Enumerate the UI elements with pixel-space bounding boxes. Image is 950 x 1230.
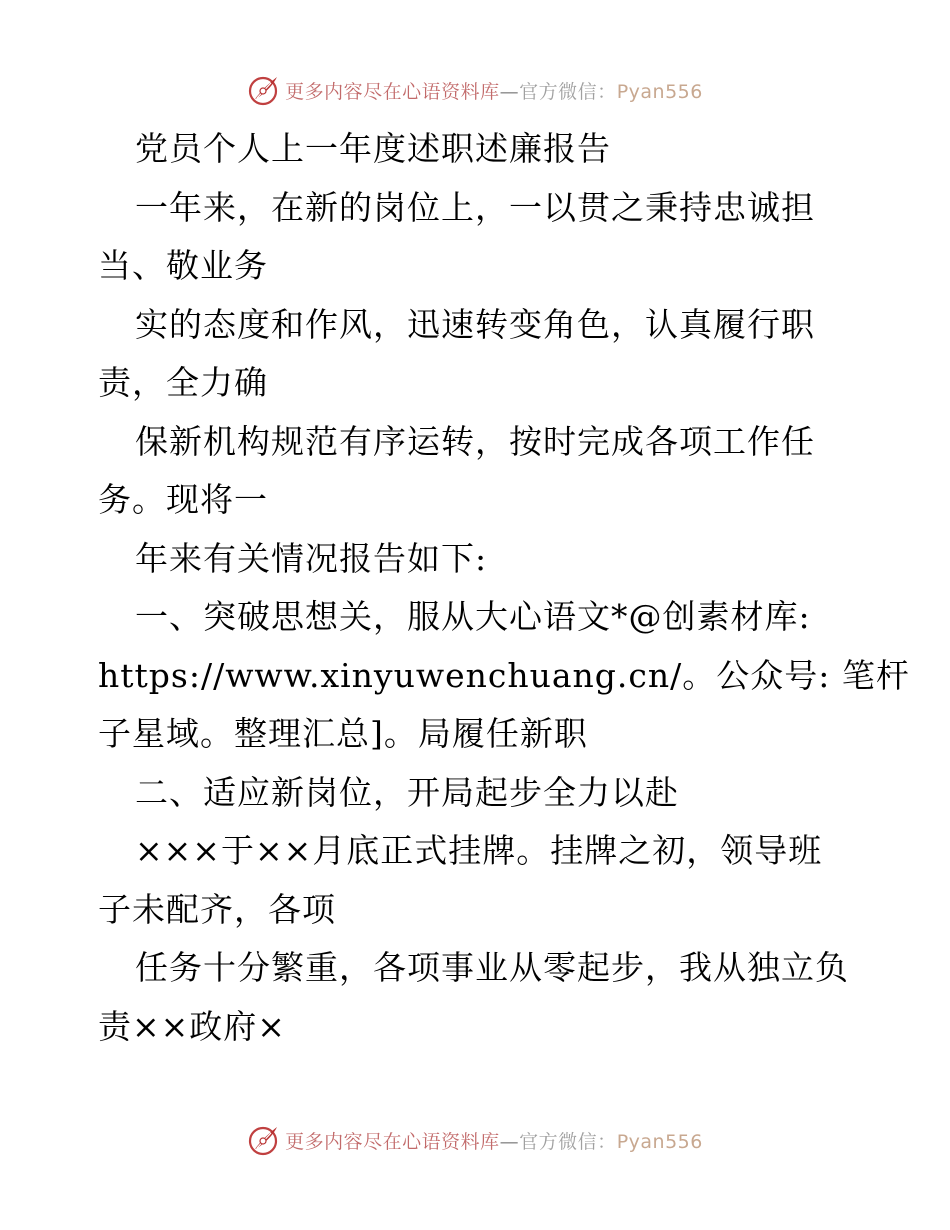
header-watermark-banner xyxy=(0,70,950,110)
paragraph-line: 务。现将一 xyxy=(98,480,268,519)
document-title: 党员个人上一年度述职述廉报告 xyxy=(135,129,611,168)
watermark-wechat-id: Pyan556 xyxy=(616,1130,703,1153)
paragraph-line: 任务十分繁重，各项事业从零起步，我从独立负 xyxy=(135,948,849,987)
paragraph-line: 子星域。整理汇总]。局履任新职 xyxy=(98,714,588,753)
watermark-text xyxy=(285,1127,703,1154)
watermark-separator: — xyxy=(499,80,520,103)
footer-watermark-banner xyxy=(0,1120,950,1160)
feather-pen-logo-icon xyxy=(247,73,281,107)
paragraph-line: 责，全力确 xyxy=(98,363,268,402)
feather-pen-logo-icon xyxy=(247,1123,281,1157)
paragraph-line: 子未配齐，各项 xyxy=(98,889,336,929)
paragraph-line: 实的态度和作风，迅速转变角色，认真履行职 xyxy=(135,304,815,344)
section-heading-2: 二、适应新岗位，开局起步全力以赴 xyxy=(135,772,679,812)
paragraph-line-url: https://www.xinyuwenchuang.cn/。公众号: 笔杆 xyxy=(98,655,910,695)
paragraph-line: 年来有关情况报告如下: xyxy=(135,538,488,578)
paragraph-line: 保新机构规范有序运转，按时完成各项工作任 xyxy=(135,421,815,461)
paragraph-line: ×××于××月底正式挂牌。挂牌之初，领导班 xyxy=(135,831,823,870)
watermark-promo: 更多内容尽在心语资料库 xyxy=(285,1130,500,1153)
paragraph-line: 当、敬业务 xyxy=(98,246,268,285)
paragraph-line: 一年来，在新的岗位上，一以贯之秉持忠诚担 xyxy=(135,187,815,227)
watermark-separator: — xyxy=(499,1130,520,1153)
paragraph-line: 责××政府× xyxy=(98,1006,286,1046)
watermark-wechat-label: 官方微信： xyxy=(519,80,617,103)
watermark-text xyxy=(285,77,703,104)
watermark-promo: 更多内容尽在心语资料库 xyxy=(285,80,500,103)
watermark-wechat-id: Pyan556 xyxy=(616,80,703,103)
document-body xyxy=(98,120,910,1056)
watermark-wechat-label: 官方微信： xyxy=(519,1130,617,1153)
section-heading-1: 一、突破思想关，服从大心语文*@创素材库: xyxy=(135,597,811,636)
